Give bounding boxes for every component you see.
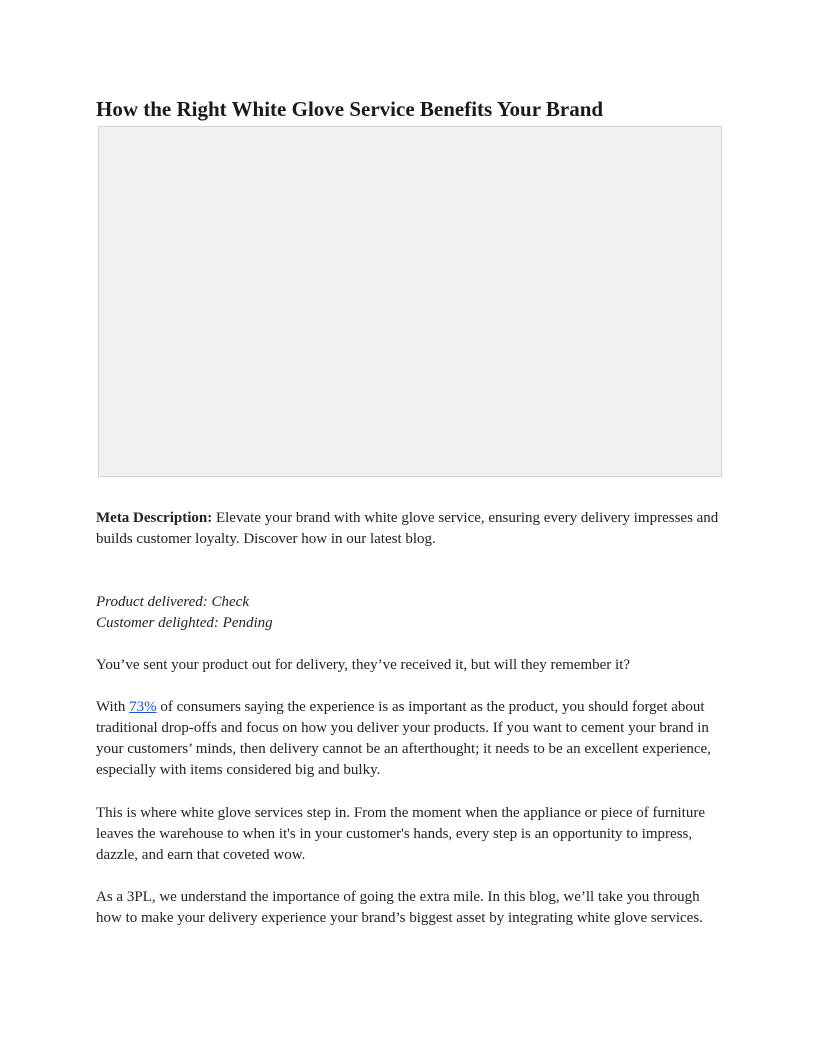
article-title: How the Right White Glove Service Benefits Your Brand: [96, 97, 604, 121]
white-glove-paragraph: This is where white glove services step in. From the moment when the appliance or piece of furniture leaves the warehouse to when it's in your customer's hands, every step is an opportunity to impress, dazzle, and earn that coveted wow.: [96, 805, 705, 863]
intro-paragraph: You’ve sent your product out for delivery, they’ve received it, but will they remember it?: [96, 657, 631, 673]
hero-image-placeholder: [98, 126, 722, 477]
document-page: [96, 96, 722, 929]
statistic-paragraph: [96, 697, 722, 781]
statistic-text-after: of consumers saying the experience is as important as the product, you should forget about traditional drop-offs and focus on how you deliver your products. If you want to cement your brand in your customers’ minds, then delivery cannot be an afterthought; it needs to be an excellent experience, especially with items considered big and bulky.: [96, 699, 711, 778]
status-line-delighted: Customer delighted: Pending: [96, 615, 273, 631]
meta-description: [96, 508, 722, 550]
closing-paragraph: As a 3PL, we understand the importance of going the extra mile. In this blog, we’ll take you through how to make your delivery experience your brand’s biggest asset by integrating white glove services.: [96, 889, 703, 926]
statistic-link[interactable]: 73%: [129, 699, 157, 715]
meta-description-text: Elevate your brand with white glove service, ensuring every delivery impresses and builds customer loyalty. Discover how in our latest blog.: [96, 510, 719, 547]
statistic-text-before: With: [96, 699, 130, 715]
delivery-status-lines: [96, 592, 722, 634]
status-line-delivered: Product delivered: Check: [96, 594, 249, 610]
meta-description-label: Meta Description:: [96, 510, 213, 526]
